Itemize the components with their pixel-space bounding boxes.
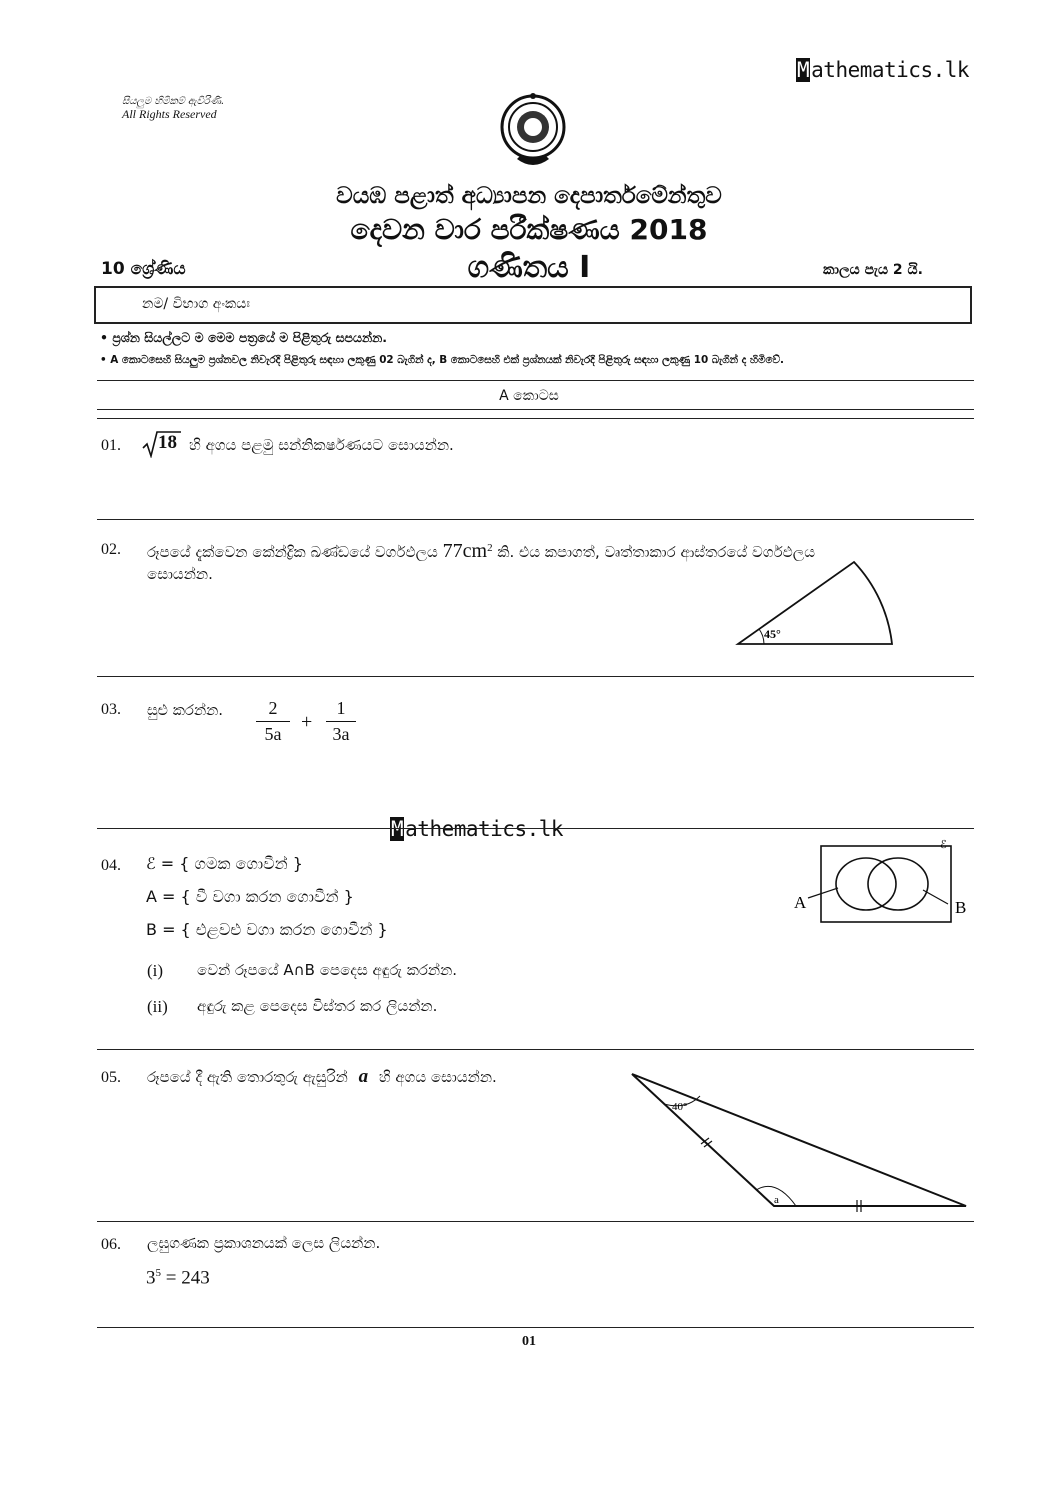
question-text: ලඝුගණක ප්‍රකාශනයක් ලෙස ලියන්න. [147, 1234, 381, 1252]
question-number: 01. [101, 437, 121, 454]
name-box-label: නම/ විභාග අංකයඃ [142, 296, 250, 312]
divider [97, 519, 974, 520]
emblem-icon [497, 93, 569, 173]
divider [97, 418, 974, 419]
watermark-top: Mathematics.lk [797, 58, 970, 82]
question-number: 06. [101, 1236, 121, 1253]
question-number: 05. [101, 1069, 121, 1086]
watermark-middle: Mathematics.lk [391, 817, 564, 841]
set-b: B = { එළවළු වගා කරන ගොවීන් } [146, 920, 388, 939]
divider [97, 409, 974, 410]
part-text: වෙන් රූපයේ A∩B පෙදෙස අඳුරු කරන්න. [197, 961, 458, 979]
page-number: 01 [522, 1334, 536, 1349]
universal-set: ℰ = { ගමක ගොවීන් } [146, 854, 303, 873]
rights-notice: සියලුම හිමිකම් ඇවිරිණි. All Rights Reserved [122, 96, 225, 121]
divider [97, 676, 974, 677]
name-box[interactable] [94, 286, 972, 324]
exam-title: දෙවන වාර පරීක්ෂණය 2018 [350, 213, 708, 246]
sector-angle-label: 45° [764, 627, 781, 641]
sector-figure [730, 558, 900, 650]
instruction-1: • ප්‍රශ්න සියල්ලට ම මෙම පත්‍රයේ ම පිළිතුරු සපයන්න. [100, 330, 388, 345]
part-label: (ii) [147, 997, 168, 1016]
radicand: 18 [158, 432, 177, 453]
time-allowed: කාලය පැය 2 යි. [823, 262, 923, 278]
venn-diagram [788, 836, 978, 926]
divider [97, 1221, 974, 1222]
divider [97, 1327, 974, 1328]
question-text: රූපයේ දී ඇති තොරතුරු ඇසුරින් a හි අගය සොයන්න. [147, 1066, 497, 1087]
part-text: අඳුරු කළ පෙදෙස විස්තර කර ලියන්න. [197, 997, 438, 1015]
divider [97, 380, 974, 381]
section-title: A කොටස [499, 388, 559, 404]
divider [97, 828, 974, 829]
triangle-angle-40: 40° [672, 1101, 688, 1113]
triangle-figure [624, 1066, 974, 1212]
triangle-angle-a: a [774, 1194, 779, 1206]
instruction-2: • A කොටසෙහි සියලුම ප්‍රශ්නවල නිවැරදි පිළිතුරු සඳහා ලකුණු 02 බැගින් ද, B කොටසෙහි එක් ප්‍රශ්නයක් නිවැරදි පිළිතුරු සඳහා ලකුණු 10 බැගින් ද හිමිවේ. [100, 354, 784, 366]
fraction-1: 2 5a [256, 698, 290, 745]
part-label: (i) [147, 961, 164, 980]
question-number: 04. [101, 857, 121, 874]
department-title: වයඹ පළාත් අධ්‍යාපන දෙපාර්තමේන්තුව [336, 183, 722, 209]
question-number: 03. [101, 701, 121, 718]
venn-label-b: B [955, 898, 967, 917]
question-text: සුළු කරන්න. [147, 701, 224, 719]
grade-label: 10 ශ්‍රේණිය [101, 259, 186, 279]
venn-universal-label: ℰ [940, 839, 947, 851]
fraction-2: 1 3a [326, 698, 356, 745]
venn-label-a: A [794, 893, 807, 912]
plus-sign: + [301, 711, 313, 733]
subject-title: ගණිතය I [467, 250, 591, 285]
divider [97, 1049, 974, 1050]
question-number: 02. [101, 541, 121, 558]
question-text: සොයන්න. [147, 565, 213, 583]
question-text: හි අගය පළමු සන්නිකර්ෂණයට සොයන්න. [189, 436, 454, 454]
set-a: A = { වී වගා කරන ගොවීන් } [146, 887, 354, 906]
exponential-expression: $3^5 = 243$ [146, 1267, 210, 1289]
question-text: රූපයේ දැක්වෙන කේන්ද්‍රික ඛණ්ඩයේ වර්ගඵලය $77cm^2$ කි. එය කපාගත්, වෘත්තාකාර ආස්තරයේ වර්ගඵලය [147, 540, 816, 562]
